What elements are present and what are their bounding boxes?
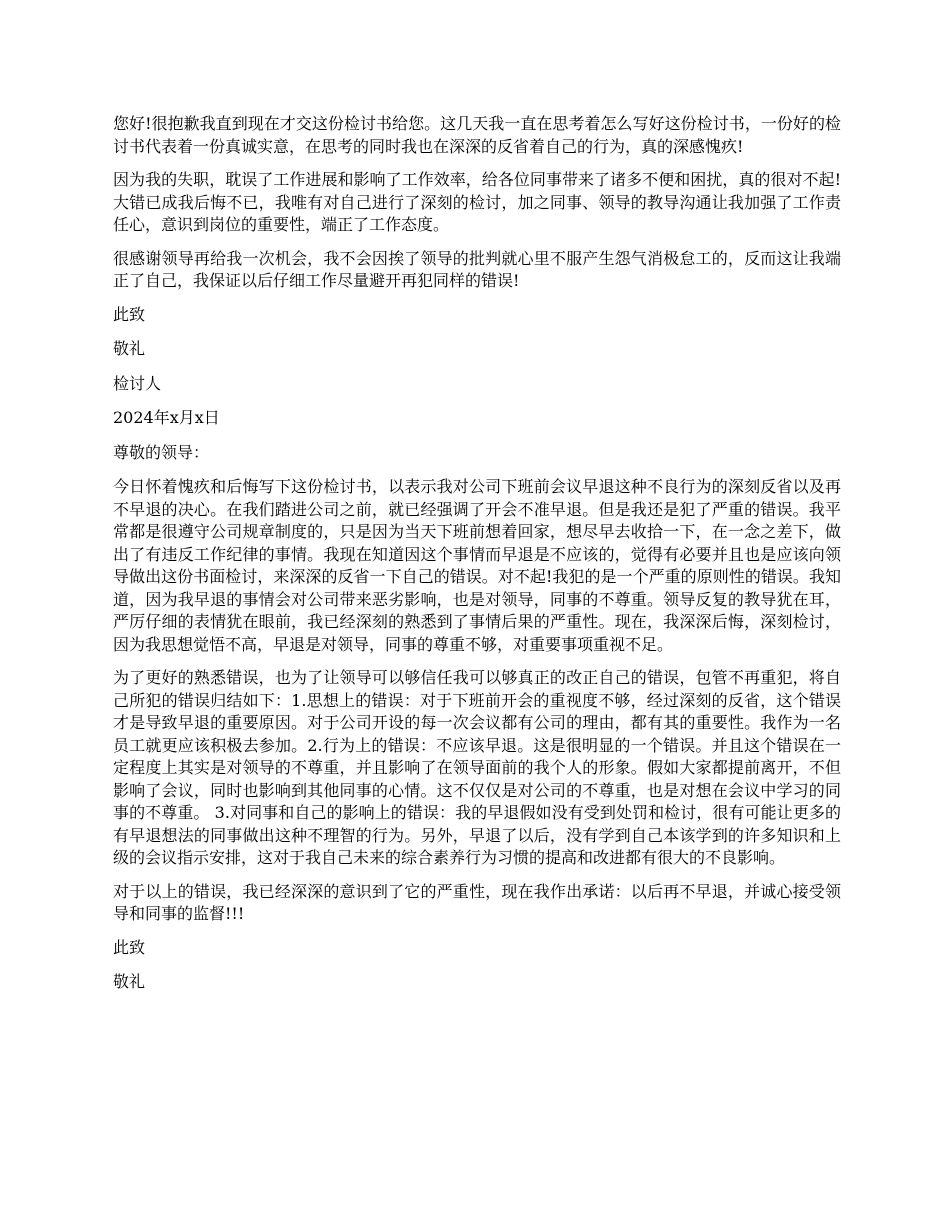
signature-label: 检讨人 xyxy=(113,373,162,393)
greeting-line: 尊敬的领导： xyxy=(113,442,210,462)
closing-salutation-2: 此致 xyxy=(113,937,146,957)
paragraph-apology-intro: 您好!很抱歉我直到现在才交这份检讨书给您。这几天我一直在思考着怎么写好这份检讨书，一份好的检讨书代表着一份真诚实意，在思考的同时我也在深深的反省着自己的行为，真的深感愧疚! xyxy=(113,114,841,156)
paragraph-apology-promise: 很感谢领导再给我一次机会，我不会因挨了领导的批判就心里不服产生怨气消极怠工的，反而这让我端正了自己，我保证以后仔细工作尽量避开再犯同样的错误! xyxy=(113,248,841,290)
paragraph-apology-impact: 因为我的失职，耽误了工作进展和影响了工作效率，给各位同事带来了诸多不便和困扰，真的很对不起!大错已成我后悔不已，我唯有对自己进行了深刻的检讨，加之同事、领导的教导沟通让我加强了工作责任心，意识到岗位的重要性，端正了工作态度。 xyxy=(113,170,841,234)
closing-regards: 敬礼 xyxy=(113,339,146,358)
paragraph-early-leave-reflection: 今日怀着愧疚和后悔写下这份检讨书，以表示我对公司下班前会议早退这种不良行为的深刻反省以及再不早退的决心。在我们踏进公司之前，就已经强调了开会不准早退。但是我还是犯了严重的错误。我平常都是很遵守公司规章制度的，只是因为当天下班前想着回家，想尽早去收拾一下，在一念之差下，做出了有违反工作纪律的事情。我现在知道因这个事情而早退是不应该的，觉得有必要并且也是应该向领导做出这份书面检讨，来深深的反省一下自己的错误。对不起!我犯的是一个严重的原则性的错误。我知道，因为我早退的事情会对公司带来恶劣影响，也是对领导，同事的不尊重。领导反复的教导犹在耳，严厉仔细的表情犹在眼前，我已经深刻的熟悉到了事情后果的严重性。现在，我深深后悔，深刻检讨，因为我思想觉悟不高，早退是对领导，同事的尊重不够，对重要事项重视不足。 xyxy=(113,477,841,654)
paragraph-error-summary: 为了更好的熟悉错误，也为了让领导可以够信任我可以够真正的改正自己的错误，包管不再重犯，将自己所犯的错误归结如下：1.思想上的错误：对于下班前开会的重视度不够，经过深刻的反省，这个错误才是导致早退的重要原因。对于公司开设的每一次会议都有公司的理由，都有其的重要性。我作为一名员工就更应该积极去参加。2.行为上的错误：不应该早退。这是很明显的一个错误。并且这个错误在一定程度上其实是对领导的不尊重，并且影响了在领导面前的我个人的形象。假如大家都提前离开，不但影响了会议，同时也影响到其他同事的心情。这不仅仅是对公司的不尊重，也是对想在会议中学习的同事的不尊重。 3.对同事和自己的影响上的错误：我的早退假如没有受到处罚和检讨，很有可能让更多的有早退想法的同事做出这种不理智的行为。另外，早退了以后，没有学到自己本该学到的许多知识和上级的会议指示安排，这对于我自己未来的综合素养行为习惯的提高和改进都有很大的不良影响。 xyxy=(113,668,841,867)
document-body xyxy=(113,113,841,1006)
date-line: 2024年x月x日 xyxy=(113,408,220,427)
paragraph-commitment: 对于以上的错误，我已经深深的意识到了它的严重性，现在我作出承诺：以后再不早退，并诚心接受领导和同事的监督!!! xyxy=(113,881,841,923)
closing-salutation: 此致 xyxy=(113,304,146,324)
closing-regards-2: 敬礼 xyxy=(113,972,146,991)
